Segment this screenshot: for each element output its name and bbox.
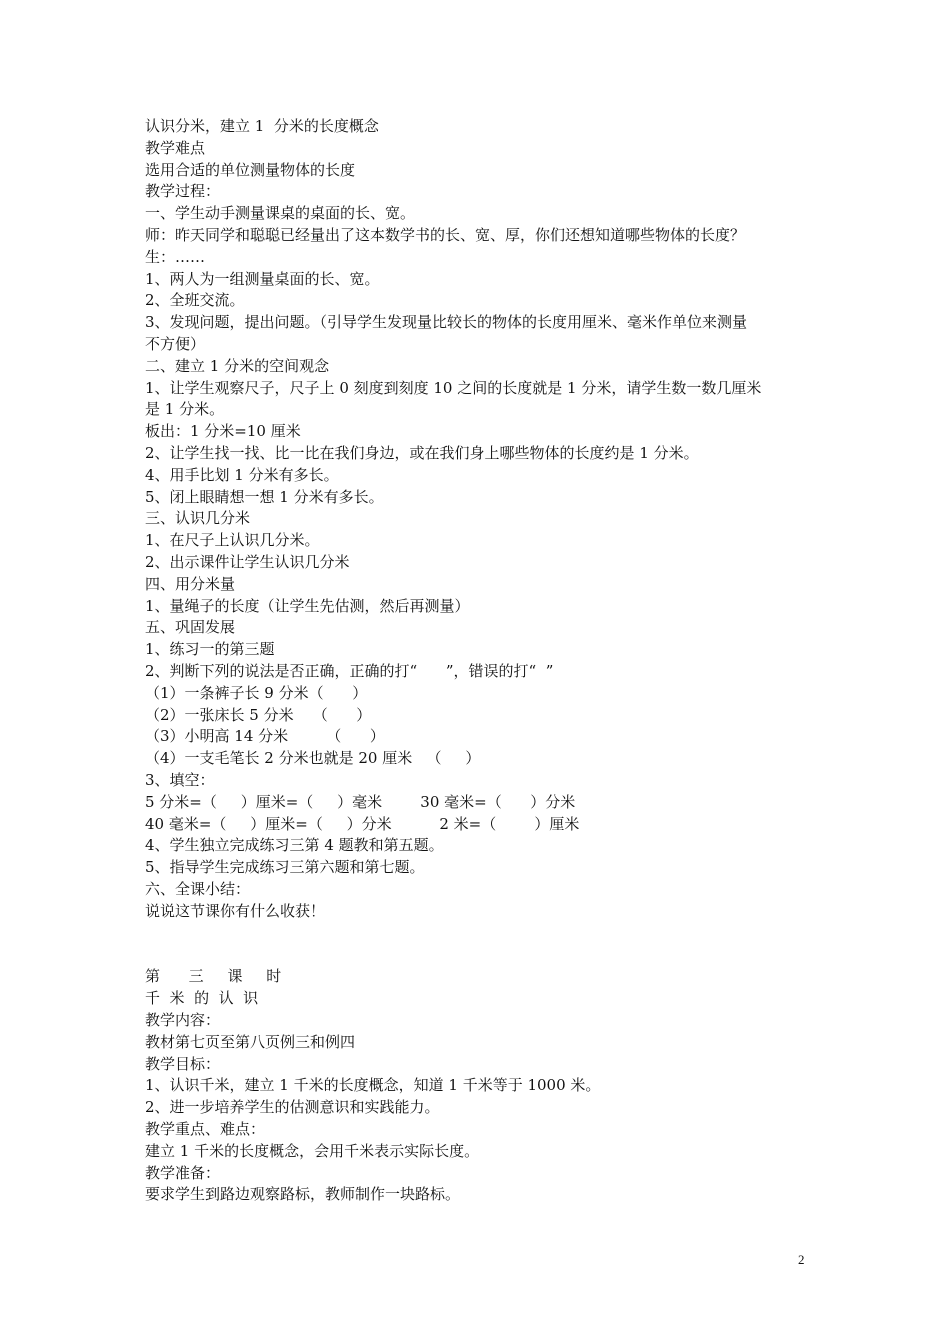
- text-line: 五、巩固发展: [145, 618, 236, 637]
- text-line: 不方便）: [145, 334, 206, 353]
- section-gap: [145, 922, 825, 966]
- text-line: 说说这节课你有什么收获！: [145, 901, 326, 920]
- text-line: 2、出示课件让学生认识几分米: [145, 552, 350, 571]
- text-line: 四、用分米量: [145, 574, 236, 593]
- text-line: 要求学生到路边观察路标，教师制作一块路标。: [145, 1185, 461, 1204]
- text-line: 1、两人为一组测量桌面的长、宽。: [145, 269, 380, 288]
- text-line: 千 米 的 认 识: [145, 989, 259, 1008]
- text-line: 4、用手比划 1 分米有多长。: [145, 465, 339, 484]
- text-line: 生：……: [145, 247, 206, 266]
- text-line: 认识分米，建立 1 分米的长度概念: [145, 117, 379, 135]
- text-line: 第 三 课 时: [145, 967, 282, 986]
- text-line: 2、进一步培养学生的估测意识和实践能力。: [145, 1098, 440, 1117]
- text-line: 2、判断下列的说法是否正确，正确的打“ ”，错误的打“ ”: [145, 661, 554, 680]
- text-line: （1）一条裤子长 9 分米（ ）: [145, 683, 368, 702]
- text-line: 40 毫米=（ ）厘米=（ ）分米 2 米=（ ）厘米: [145, 814, 580, 833]
- text-line: 教材第七页至第八页例三和例四: [145, 1032, 356, 1051]
- text-line: 5、指导学生完成练习三第六题和第七题。: [145, 858, 425, 877]
- text-line: 一、学生动手测量课桌的桌面的长、宽。: [145, 204, 416, 223]
- text-line: 师：昨天同学和聪聪已经量出了这本数学书的长、宽、厚，你们还想知道哪些物体的长度？: [145, 225, 746, 244]
- text-line: 2、全班交流。: [145, 291, 245, 310]
- text-line: 教学准备：: [145, 1163, 221, 1182]
- document-body: [145, 116, 825, 1206]
- text-line: 二、建立 1 分米的空间观念: [145, 356, 330, 375]
- text-line: 5 分米=（ ）厘米=（ ）毫米 30 毫米=（ ）分米: [145, 792, 576, 811]
- lesson-part-1: [145, 116, 825, 922]
- text-line: 教学内容：: [145, 1011, 221, 1030]
- text-line: 选用合适的单位测量物体的长度: [145, 160, 356, 179]
- text-line: 2、让学生找一找、比一比在我们身边，或在我们身上哪些物体的长度约是 1 分米。: [145, 443, 699, 462]
- text-line: 六、全课小结：: [145, 879, 251, 898]
- text-line: 1、量绳子的长度（让学生先估测，然后再测量）: [145, 596, 470, 615]
- text-line: 教学难点: [145, 138, 206, 157]
- text-line: 教学目标：: [145, 1054, 221, 1073]
- text-line: 1、在尺子上认识几分米。: [145, 531, 320, 550]
- text-line: 1、认识千米，建立 1 千米的长度概念，知道 1 千米等于 1000 米。: [145, 1076, 601, 1095]
- text-line: 1、练习一的第三题: [145, 640, 275, 659]
- text-line: 1、让学生观察尺子，尺子上 0 刻度到刻度 10 之间的长度就是 1 分米，请学生数一数几厘米: [145, 378, 762, 397]
- text-line: 教学过程：: [145, 182, 221, 201]
- text-line: 4、学生独立完成练习三第 4 题教和第五题。: [145, 836, 444, 855]
- text-line: 是 1 分米。: [145, 400, 225, 419]
- text-line: 5、闭上眼睛想一想 1 分米有多长。: [145, 487, 384, 506]
- text-line: （2）一张床长 5 分米 （ ）: [145, 705, 372, 724]
- text-line: 3、发现问题，提出问题。（引导学生发现量比较长的物体的长度用厘米、毫米作单位来测量: [145, 313, 748, 332]
- text-line: （3）小明高 14 分米 （ ）: [145, 727, 385, 746]
- lesson-part-2: [145, 966, 825, 1206]
- text-line: 建立 1 千米的长度概念，会用千米表示实际长度。: [145, 1141, 480, 1160]
- page-number: 2: [798, 1252, 805, 1267]
- text-line: 教学重点、难点：: [145, 1120, 266, 1139]
- text-line: 板出：1 分米=10 厘米: [145, 422, 301, 441]
- text-line: 3、填空：: [145, 770, 215, 789]
- text-line: 三、认识几分米: [145, 509, 251, 528]
- text-line: （4）一支毛笔长 2 分米也就是 20 厘米 （ ）: [145, 749, 481, 768]
